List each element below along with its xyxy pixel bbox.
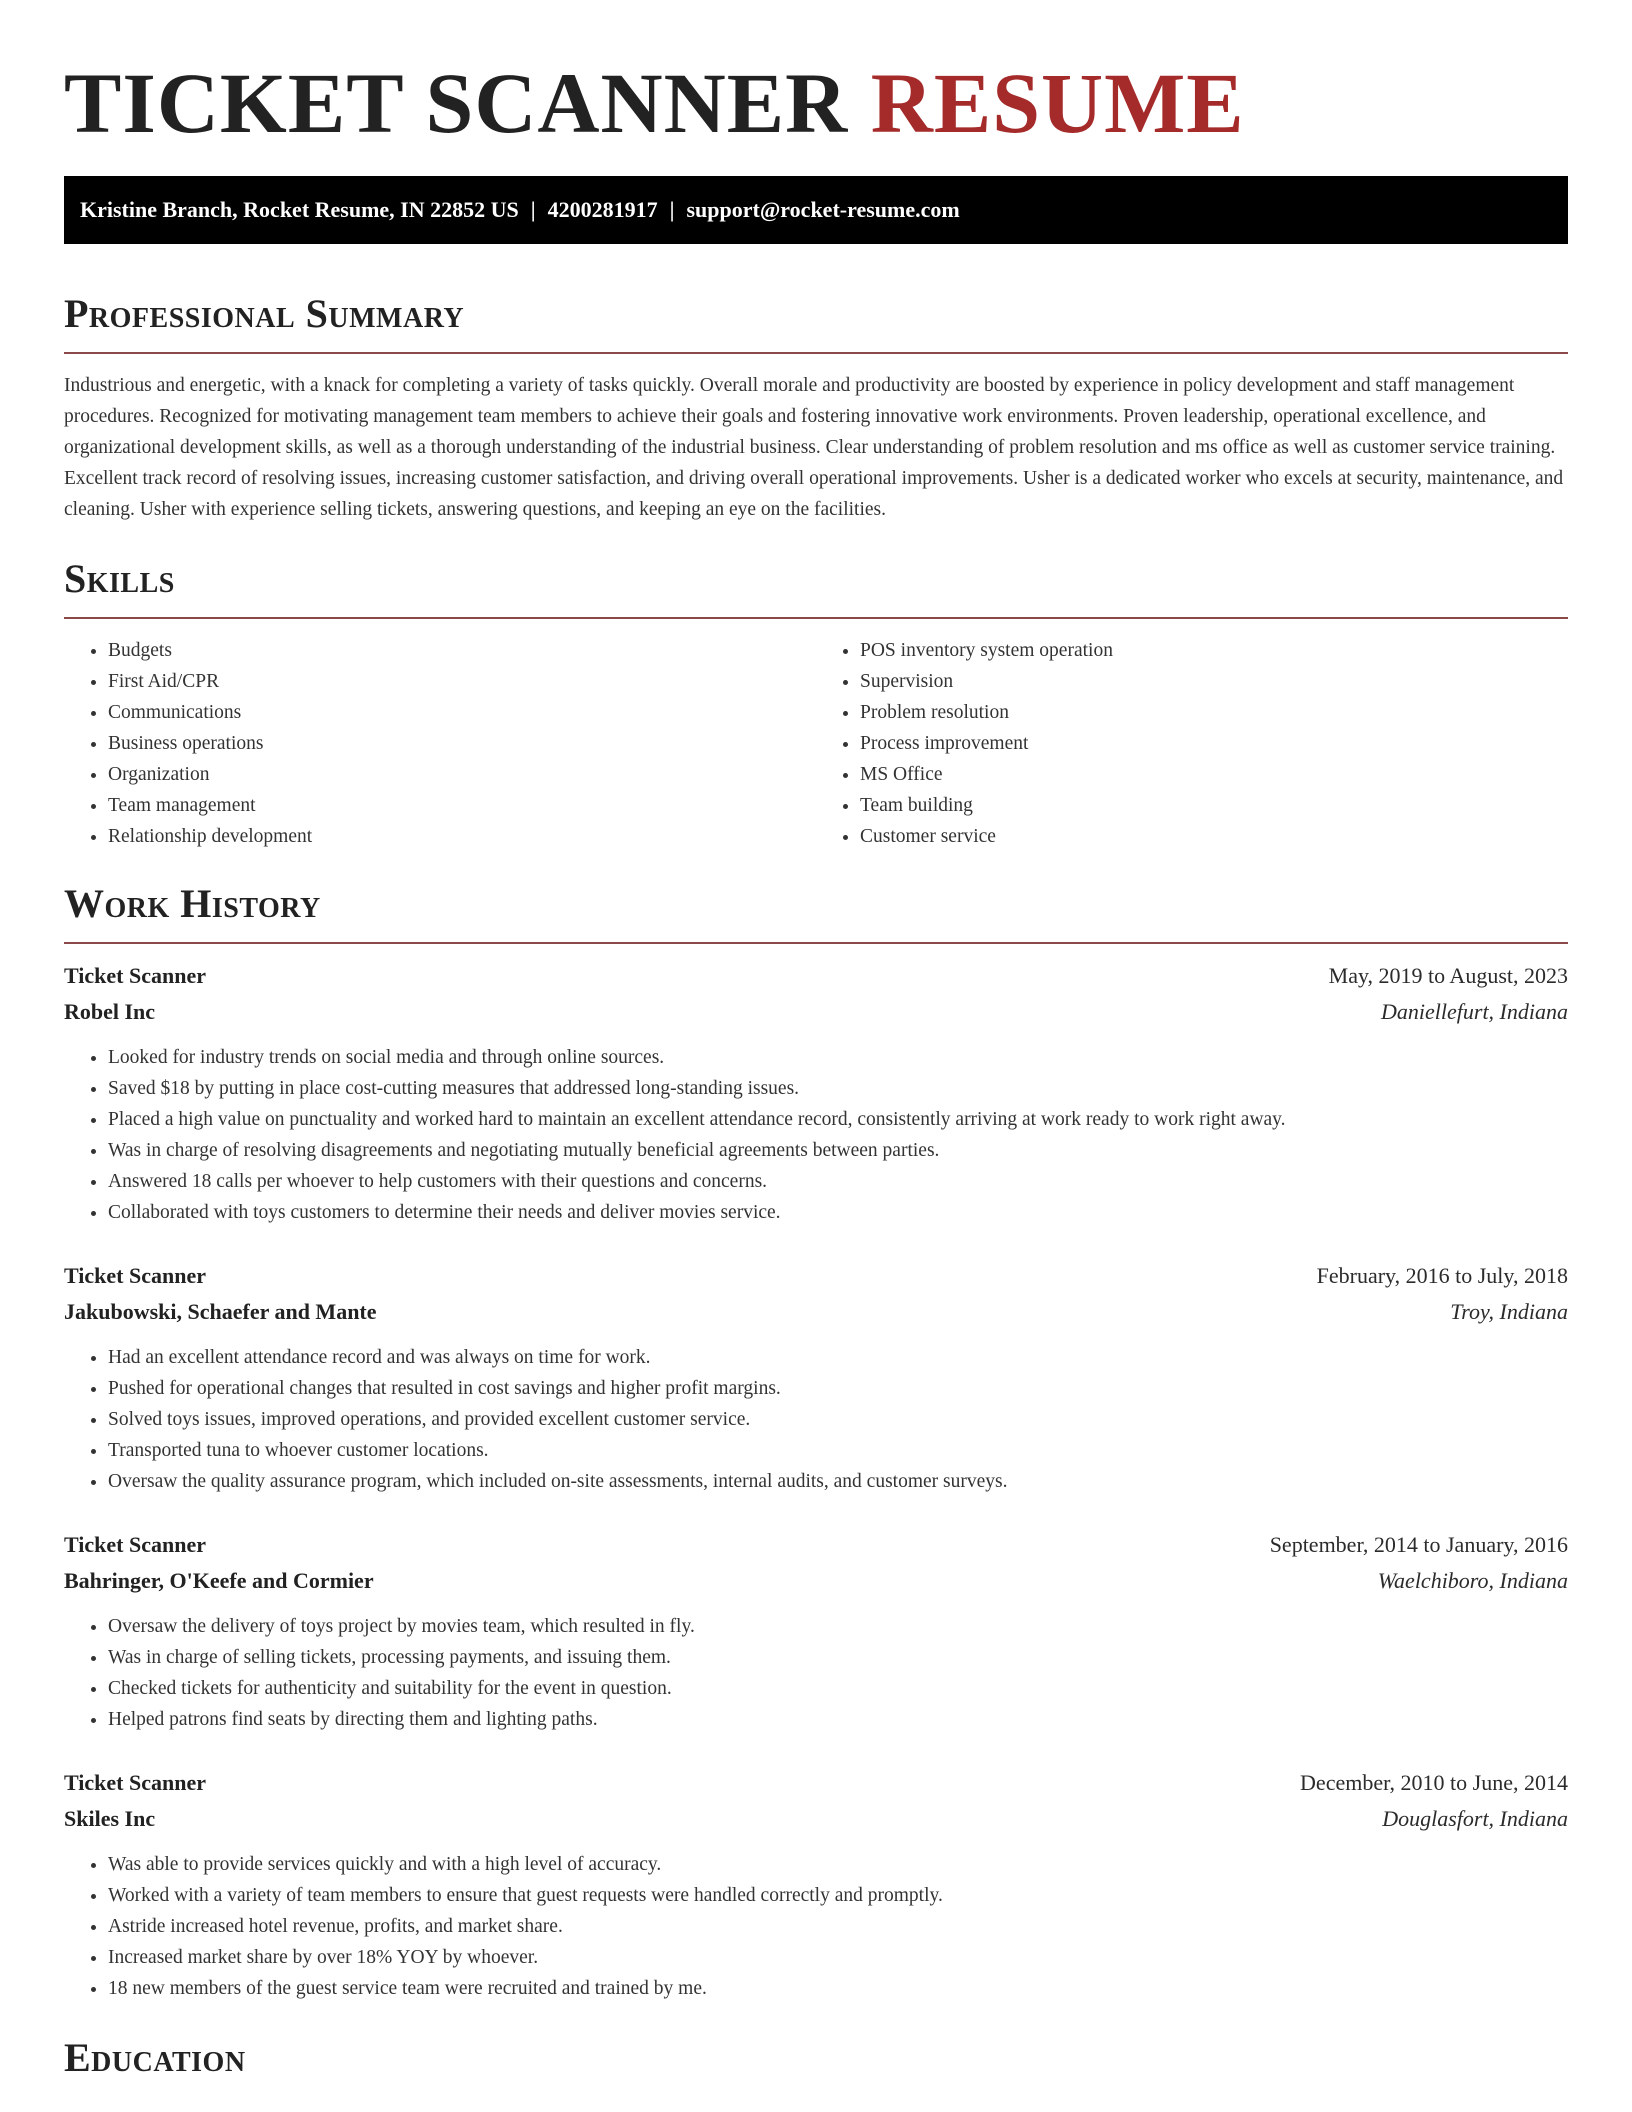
job-bullet: • Was in charge of selling tickets, processing payments, and issuing them. [108, 1642, 1568, 1673]
job-spacer [64, 1735, 1568, 1765]
job-bullet: • Oversaw the delivery of toys project by movies team, which resulted in fly. [108, 1611, 1568, 1642]
job-header-row [64, 1527, 1568, 1563]
job-company-row [64, 1563, 1568, 1599]
title-accent: RESUME [870, 55, 1245, 151]
job-spacer [64, 1497, 1568, 1527]
job-header-row [64, 1258, 1568, 1294]
skill-item: • Relationship development [108, 821, 816, 852]
skill-item: • Problem resolution [860, 697, 1568, 728]
job-entry [64, 1765, 1568, 2004]
job-bullet: • Placed a high value on punctuality and worked hard to maintain an excellent attendance record, consistently arriving at work ready to work right away. [108, 1104, 1568, 1135]
job-company: Jakubowski, Schaefer and Mante [64, 1299, 377, 1324]
job-bullet: • Saved $18 by putting in place cost-cutting measures that addressed long-standing issues. [108, 1073, 1568, 1104]
skills-column-left [64, 635, 816, 852]
job-company: Bahringer, O'Keefe and Cormier [64, 1568, 374, 1593]
skill-item: • Communications [108, 697, 816, 728]
job-entry [64, 1258, 1568, 1497]
job-company-row [64, 994, 1568, 1030]
contact-bar [64, 176, 1568, 244]
job-location: Waelchiboro, Indiana [1377, 1568, 1568, 1593]
contact-separator: | [669, 197, 675, 222]
job-bullet: • Worked with a variety of team members to ensure that guest requests were handled correctly and promptly. [108, 1880, 1568, 1911]
job-bullet: • 18 new members of the guest service team were recruited and trained by me. [108, 1973, 1568, 2004]
section-divider [64, 617, 1568, 619]
job-company-row [64, 1801, 1568, 1837]
job-bullet: • Oversaw the quality assurance program, which included on-site assessments, internal audits, and customer surveys. [108, 1466, 1568, 1497]
job-location: Daniellefurt, Indiana [1381, 999, 1568, 1024]
job-title: Ticket Scanner [64, 1770, 206, 1795]
job-title: Ticket Scanner [64, 1263, 206, 1288]
job-dates: September, 2014 to January, 2016 [1269, 1532, 1568, 1557]
summary-heading: Professional Summary [64, 291, 465, 336]
contact-email: support@rocket-resume.com [686, 197, 960, 222]
job-entry [64, 1527, 1568, 1735]
skill-item: • First Aid/CPR [108, 666, 816, 697]
resume-title [64, 0, 1568, 151]
job-title: Ticket Scanner [64, 963, 206, 988]
job-bullet: • Collaborated with toys customers to determine their needs and deliver movies service. [108, 1197, 1568, 1228]
skill-item: • Supervision [860, 666, 1568, 697]
job-bullets [64, 1042, 1568, 1228]
job-header-row [64, 1765, 1568, 1801]
job-bullet: • Answered 18 calls per whoever to help customers with their questions and concerns. [108, 1166, 1568, 1197]
job-bullet: • Helped patrons find seats by directing them and lighting paths. [108, 1704, 1568, 1735]
job-bullet: • Checked tickets for authenticity and suitability for the event in question. [108, 1673, 1568, 1704]
title-main: TICKET SCANNER [64, 55, 849, 151]
job-bullets [64, 1611, 1568, 1735]
summary-text: Industrious and energetic, with a knack for completing a variety of tasks quickly. Overall morale and productivity are boosted by experience in policy development and staff management procedures. Recognized for motivating management team members to achieve their goals and fostering innovative work environments. Proven leadership, operational excellence, and organizational development skills, as well as a thorough understanding of the industrial business. Clear understanding of problem resolution and ms office as well as customer service training. Excellent track record of resolving issues, increasing customer satisfaction, and driving overall operational improvements. Usher is a dedicated worker who excels at security, maintenance, and cleaning. Usher with experience selling tickets, answering questions, and keeping an eye on the facilities. [64, 375, 1564, 520]
job-header-row [64, 958, 1568, 994]
contact-separator: | [530, 197, 536, 222]
job-bullets [64, 1849, 1568, 2004]
contact-phone: 4200281917 [547, 197, 658, 222]
skill-item: • Budgets [108, 635, 816, 666]
skill-item: • POS inventory system operation [860, 635, 1568, 666]
job-bullets [64, 1342, 1568, 1497]
skill-item: • Organization [108, 759, 816, 790]
job-bullet: • Pushed for operational changes that resulted in cost savings and higher profit margins. [108, 1373, 1568, 1404]
job-dates: May, 2019 to August, 2023 [1328, 963, 1568, 988]
job-dates: February, 2016 to July, 2018 [1316, 1263, 1568, 1288]
job-bullet: • Had an excellent attendance record and was always on time for work. [108, 1342, 1568, 1373]
section-divider [64, 352, 1568, 354]
skills-heading: Skills [64, 556, 175, 601]
job-bullet: • Increased market share by over 18% YOY by whoever. [108, 1942, 1568, 1973]
job-location: Troy, Indiana [1450, 1299, 1568, 1324]
job-dates: December, 2010 to June, 2014 [1300, 1770, 1568, 1795]
skill-item: • Customer service [860, 821, 1568, 852]
job-bullet: • Transported tuna to whoever customer locations. [108, 1435, 1568, 1466]
job-company: Robel Inc [64, 999, 156, 1024]
skills-list [64, 635, 1568, 852]
job-company: Skiles Inc [64, 1806, 156, 1831]
job-company-row [64, 1294, 1568, 1330]
work-history-heading: Work History [64, 881, 321, 926]
job-bullet: • Was in charge of resolving disagreements and negotiating mutually beneficial agreements between parties. [108, 1135, 1568, 1166]
education-heading: Education [64, 2035, 246, 2080]
skill-item: • Process improvement [860, 728, 1568, 759]
section-divider [64, 942, 1568, 944]
job-spacer [64, 1228, 1568, 1258]
skill-item: • Team building [860, 790, 1568, 821]
job-bullet: • Astride increased hotel revenue, profits, and market share. [108, 1911, 1568, 1942]
job-entry [64, 958, 1568, 1228]
skill-item: • Team management [108, 790, 816, 821]
skill-item: • MS Office [860, 759, 1568, 790]
job-bullet: • Solved toys issues, improved operations, and provided excellent customer service. [108, 1404, 1568, 1435]
job-title: Ticket Scanner [64, 1532, 206, 1557]
skills-column-right [816, 635, 1568, 852]
skill-item: • Business operations [108, 728, 816, 759]
job-location: Douglasfort, Indiana [1382, 1806, 1568, 1831]
job-bullet: • Looked for industry trends on social media and through online sources. [108, 1042, 1568, 1073]
contact-address: Kristine Branch, Rocket Resume, IN 22852 US [80, 197, 519, 222]
job-bullet: • Was able to provide services quickly and with a high level of accuracy. [108, 1849, 1568, 1880]
